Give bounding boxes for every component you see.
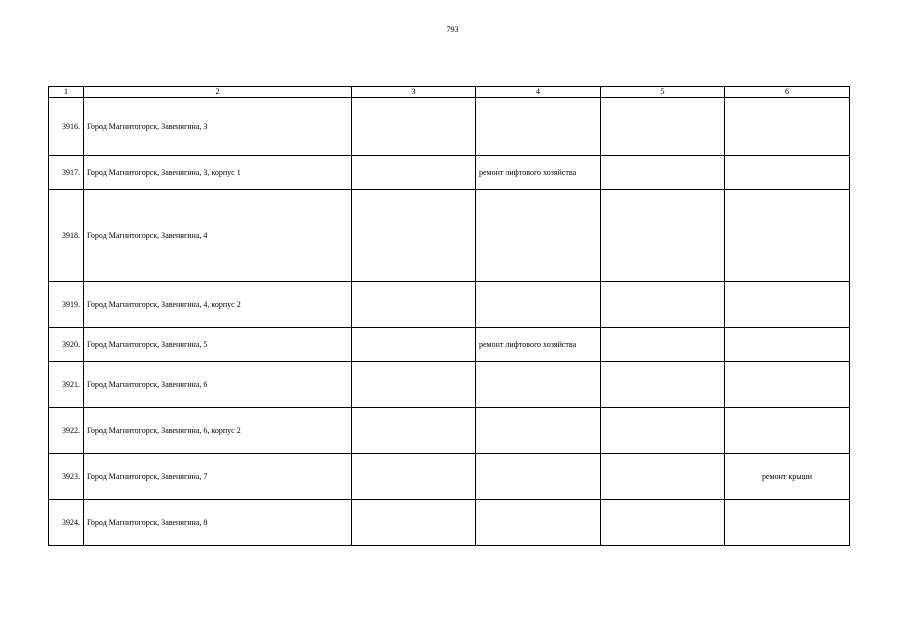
row-number: 3916. [49,98,84,156]
table-cell [476,454,601,500]
table-cell [725,156,850,190]
column-header: 5 [601,87,725,98]
column-header: 1 [49,87,84,98]
table-cell [352,454,476,500]
column-header: 6 [725,87,850,98]
address-cell: Город Магнитогорск, Завенягина, 4 [84,190,352,282]
address-cell: Город Магнитогорск, Завенягина, 7 [84,454,352,500]
address-cell: Город Магнитогорск, Завенягина, 3, корпус 1 [84,156,352,190]
table-row [49,328,850,362]
repair-type-cell: ремонт лифтового хозяйства [476,328,601,362]
table-row [49,190,850,282]
table-cell [601,362,725,408]
row-number: 3919. [49,282,84,328]
table-cell [352,328,476,362]
row-number: 3923. [49,454,84,500]
table-cell [352,98,476,156]
table-cell [601,500,725,546]
table-cell [601,98,725,156]
table-cell [601,156,725,190]
page-number: 793 [446,25,459,34]
table-cell [725,328,850,362]
repair-type-cell: ремонт крыши [725,454,850,500]
table-cell [476,98,601,156]
table-cell [725,408,850,454]
table-cell [352,362,476,408]
row-number: 3922. [49,408,84,454]
table-cell [352,282,476,328]
address-cell: Город Магнитогорск, Завенягина, 4, корпус 2 [84,282,352,328]
table-cell [476,500,601,546]
table-cell [476,408,601,454]
table-row [49,454,850,500]
table-row [49,362,850,408]
table-cell [601,328,725,362]
table-cell [601,282,725,328]
column-header: 4 [476,87,601,98]
table-cell [476,362,601,408]
table-cell [725,282,850,328]
column-header: 3 [352,87,476,98]
row-number: 3920. [49,328,84,362]
table-cell [725,190,850,282]
row-number: 3918. [49,190,84,282]
address-cell: Город Магнитогорск, Завенягина, 5 [84,328,352,362]
repair-type-cell: ремонт лифтового хозяйства [476,156,601,190]
repair-registry-table [48,86,850,546]
table-cell [601,454,725,500]
column-header: 2 [84,87,352,98]
table-cell [352,500,476,546]
table-row [49,156,850,190]
table-cell [476,282,601,328]
table-cell [476,190,601,282]
table-cell [725,98,850,156]
table-cell [601,408,725,454]
table-row [49,408,850,454]
header-row [49,87,850,98]
table-cell [352,190,476,282]
address-cell: Город Магнитогорск, Завенягина, 6, корпус 2 [84,408,352,454]
table-cell [725,500,850,546]
table-row [49,98,850,156]
address-cell: Город Магнитогорск, Завенягина, 3 [84,98,352,156]
row-number: 3917. [49,156,84,190]
row-number: 3921. [49,362,84,408]
table-cell [601,190,725,282]
table-cell [352,156,476,190]
address-cell: Город Магнитогорск, Завенягина, 6 [84,362,352,408]
table-cell [725,362,850,408]
table-cell [352,408,476,454]
row-number: 3924. [49,500,84,546]
table-row [49,500,850,546]
address-cell: Город Магнитогорск, Завенягина, 8 [84,500,352,546]
table-row [49,282,850,328]
